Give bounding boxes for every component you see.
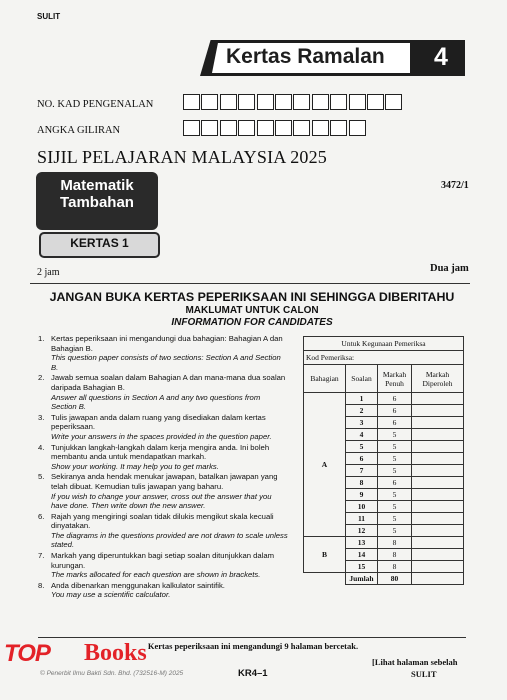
digit-box[interactable] — [201, 120, 218, 136]
info-heading-ms: MAKLUMAT UNTUK CALON — [185, 305, 319, 316]
digit-box[interactable] — [238, 120, 255, 136]
instruction-item: 4. Tunjukkan langkah-langkah dalam kerja mengira anda. Ini boleh membantu anda untuk mendapatkan markah. Show your working. It may help you to get marks. — [38, 442, 270, 471]
subject-name: Matematik Tambahan — [60, 177, 134, 211]
next-page-note: [Lihat halaman sebelah — [372, 657, 458, 667]
marks-obtained-cell[interactable] — [412, 561, 464, 573]
digit-box[interactable] — [220, 94, 237, 110]
question-number: 7 — [346, 465, 378, 477]
question-number: 4 — [346, 429, 378, 441]
digit-box[interactable] — [385, 94, 402, 110]
marks-obtained-cell[interactable] — [412, 417, 464, 429]
index-label: ANGKA GILIRAN — [37, 125, 121, 136]
duration-right: Dua jam — [430, 263, 469, 274]
digit-box[interactable] — [293, 120, 310, 136]
total-value: 80 — [378, 573, 412, 585]
question-number: 15 — [346, 561, 378, 573]
full-marks: 6 — [378, 393, 412, 405]
full-marks: 6 — [378, 417, 412, 429]
footer-divider — [38, 637, 466, 638]
full-marks: 8 — [378, 549, 412, 561]
marks-obtained-cell[interactable] — [412, 501, 464, 513]
header-question: Soalan — [346, 365, 378, 393]
question-number: 2 — [346, 405, 378, 417]
question-number: 11 — [346, 513, 378, 525]
paper-label: KERTAS 1 — [70, 236, 129, 250]
full-marks: 5 — [378, 513, 412, 525]
marks-obtained-cell[interactable] — [412, 465, 464, 477]
section-b-label: B — [304, 537, 346, 573]
info-heading-en: INFORMATION FOR CANDIDATES — [171, 317, 333, 328]
question-number: 13 — [346, 537, 378, 549]
instruction-item: 7. Markah yang diperuntukkan bagi setiap soalan ditunjukkan dalam kurungan. The marks allocated for each question are shown in brackets. — [38, 551, 275, 580]
banner-number: 4 — [434, 43, 448, 71]
marks-obtained-cell[interactable] — [412, 429, 464, 441]
index-number-boxes[interactable] — [183, 120, 367, 136]
marks-obtained-cell[interactable] — [412, 513, 464, 525]
page-code: KR4–1 — [238, 668, 268, 679]
marks-obtained-cell[interactable] — [412, 537, 464, 549]
section-a-label: A — [304, 393, 346, 537]
table-row — [304, 537, 464, 549]
question-number: 1 — [346, 393, 378, 405]
marks-obtained-cell[interactable] — [412, 453, 464, 465]
digit-box[interactable] — [349, 120, 366, 136]
question-number: 5 — [346, 441, 378, 453]
full-marks: 5 — [378, 501, 412, 513]
header-section: Bahagian — [304, 365, 346, 393]
digit-box[interactable] — [257, 120, 274, 136]
marks-obtained-cell[interactable] — [412, 525, 464, 537]
exam-title: SIJIL PELAJARAN MALAYSIA 2025 — [37, 147, 327, 167]
table-row — [304, 393, 464, 405]
question-number: 14 — [346, 549, 378, 561]
digit-box[interactable] — [275, 120, 292, 136]
full-marks: 5 — [378, 429, 412, 441]
sulit-label: SULIT — [37, 12, 61, 21]
digit-box[interactable] — [330, 120, 347, 136]
paper-code: 3472/1 — [441, 180, 469, 191]
full-marks: 8 — [378, 561, 412, 573]
question-number: 6 — [346, 453, 378, 465]
digit-box[interactable] — [183, 120, 200, 136]
full-marks: 6 — [378, 477, 412, 489]
marks-obtained-cell[interactable] — [412, 405, 464, 417]
instruction-item: 6. Rajah yang mengiringi soalan tidak dilukis mengikut skala kecuali dinyatakan. The diagrams in the questions provided are not drawn to scale unless stated. — [38, 511, 288, 550]
instruction-item: 8. Anda dibenarkan menggunakan kalkulator saintifik. You may use a scientific calculator. — [38, 580, 225, 600]
question-number: 3 — [346, 417, 378, 429]
full-marks: 8 — [378, 537, 412, 549]
digit-box[interactable] — [275, 94, 292, 110]
digit-box[interactable] — [183, 94, 200, 110]
question-number: 9 — [346, 489, 378, 501]
table-title: Untuk Kegunaan Pemeriksa — [304, 337, 464, 351]
page-count-note: Kertas peperiksaan ini mengandungi 9 halaman bercetak. — [147, 641, 359, 651]
digit-box[interactable] — [330, 94, 347, 110]
instruction-item: 1. Kertas peperiksaan ini mengandungi dua bahagian: Bahagian A dan Bahagian B. This question paper consists of two sections: Section A and Section B. — [38, 334, 283, 372]
digit-box[interactable] — [257, 94, 274, 110]
digit-box[interactable] — [312, 94, 329, 110]
ic-number-boxes[interactable] — [183, 94, 404, 110]
divider — [30, 283, 470, 284]
forecast-banner — [200, 40, 465, 76]
header-full-marks: Markah Penuh — [378, 365, 412, 393]
instructions-list — [38, 334, 288, 601]
digit-box[interactable] — [367, 94, 384, 110]
full-marks: 5 — [378, 441, 412, 453]
publisher-note: © Penerbit Ilmu Bakti Sdn. Bhd. (732516-M) 2025 — [40, 670, 184, 677]
instruction-item: 5. Sekiranya anda hendak menukar jawapan, batalkan jawapan yang telah dibuat. Kemudian tulis jawapan yang baharu. If you wish to change your answer, cross out the answer that you have done. Then write down the new answer. — [38, 472, 278, 511]
full-marks: 5 — [378, 489, 412, 501]
full-marks: 5 — [378, 465, 412, 477]
marks-obtained-cell[interactable] — [412, 441, 464, 453]
question-number: 12 — [346, 525, 378, 537]
question-number: 8 — [346, 477, 378, 489]
warning-heading: JANGAN BUKA KERTAS PEPERIKSAAN INI SEHINGGA DIBERITAHU — [49, 290, 455, 304]
full-marks: 5 — [378, 453, 412, 465]
ic-label: NO. KAD PENGENALAN — [37, 99, 154, 110]
examiner-code-label: Kod Pemeriksa: — [304, 351, 464, 365]
total-label: Jumlah — [346, 573, 378, 585]
digit-box[interactable] — [220, 120, 237, 136]
examiner-marks-table — [303, 336, 464, 585]
instruction-item: 2. Jawab semua soalan dalam Bahagian A dan mana-mana dua soalan daripada Bahagian B. Answer all questions in Section A and any two questions from Section B. — [38, 373, 286, 412]
digit-box[interactable] — [312, 120, 329, 136]
digit-box[interactable] — [293, 94, 310, 110]
digit-box[interactable] — [238, 94, 255, 110]
full-marks: 5 — [378, 525, 412, 537]
banner-title: Kertas Ramalan — [226, 45, 385, 68]
marks-obtained-cell[interactable] — [412, 393, 464, 405]
duration-left: 2 jam — [37, 267, 60, 278]
footer-sulit: SULIT — [411, 669, 437, 679]
total-obtained-cell[interactable] — [412, 573, 464, 585]
full-marks: 6 — [378, 405, 412, 417]
digit-box[interactable] — [349, 94, 366, 110]
question-number: 10 — [346, 501, 378, 513]
header-marks-obtained: Markah Diperoleh — [412, 365, 464, 393]
marks-obtained-cell[interactable] — [412, 477, 464, 489]
instruction-item: 3. Tulis jawapan anda dalam ruang yang disediakan dalam kertas peperiksaan. Write your answers in the spaces provided in the question paper. — [38, 412, 272, 441]
digit-box[interactable] — [201, 94, 218, 110]
marks-obtained-cell[interactable] — [412, 489, 464, 501]
marks-obtained-cell[interactable] — [412, 549, 464, 561]
